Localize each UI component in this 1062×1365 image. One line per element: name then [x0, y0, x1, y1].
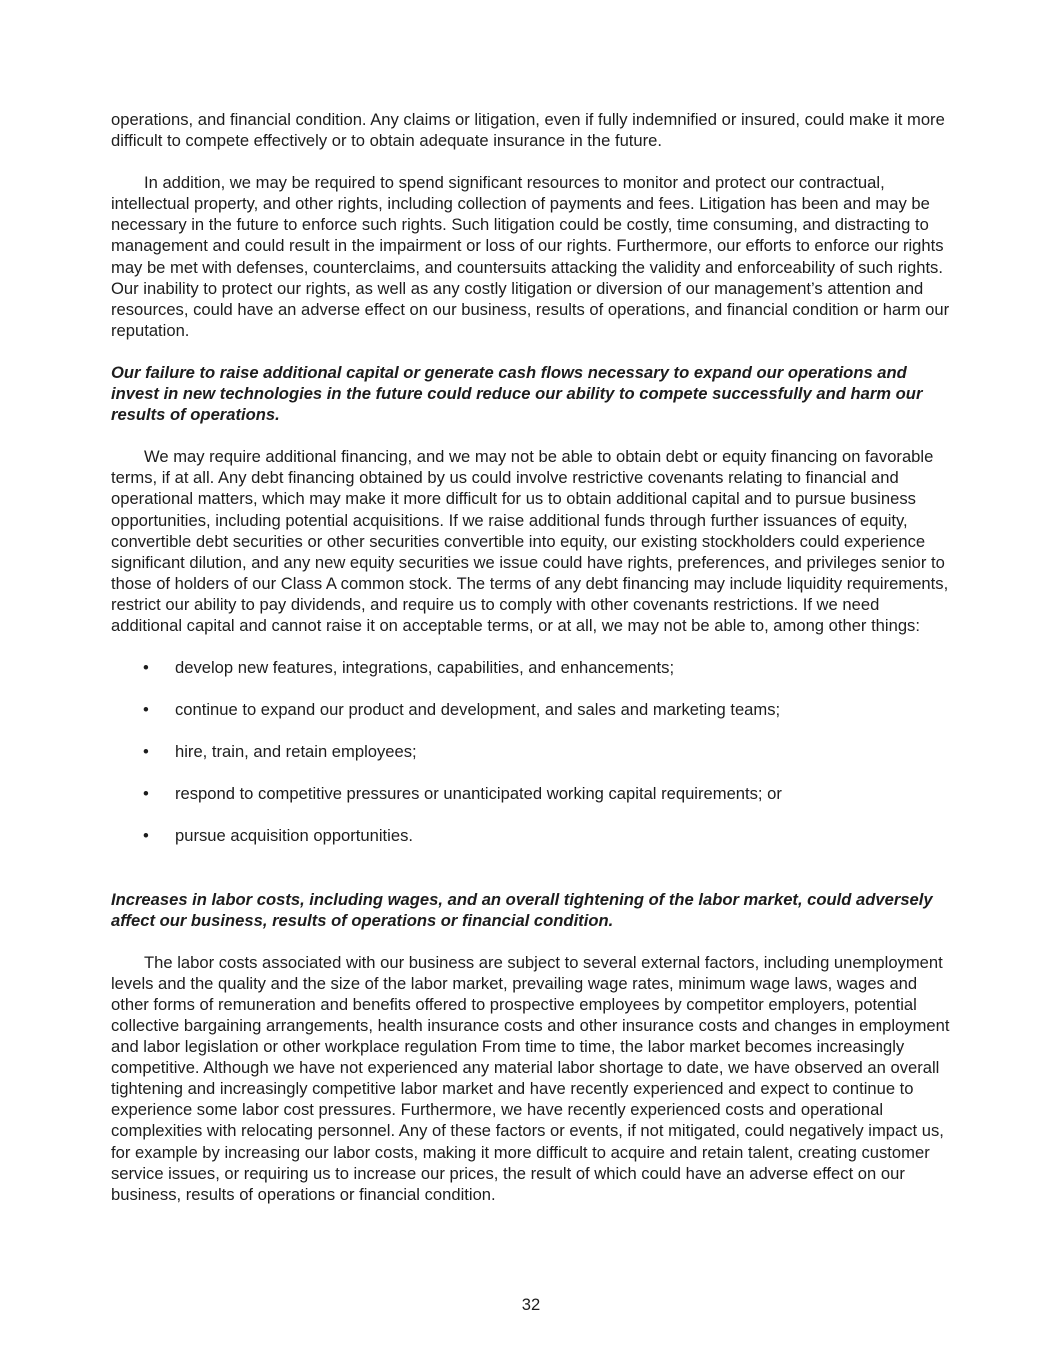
paragraph-rights-protection: In addition, we may be required to spend significant resources to monitor and protect our contractual, intellectual property, and other rights, including collection of payments and fees. Litigation has been and may be necessary in the future to enforce such rights. Such litigation could be costly, time consuming, and distracting to management and could result in the impairment or loss of our rights. Furthermore, our efforts to enforce our rights may be met with defenses, counterclaims, and countersuits attacking the validity and enforceability of such rights. Our inability to protect our rights, as well as any costly litigation or diversion of our management’s attention and resources, could have an adverse effect on our business, results of operations, and financial condition or harm our reputation. [111, 173, 950, 340]
list-item-text: develop new features, integrations, capabilities, and enhancements; [175, 658, 675, 678]
document-page [111, 109, 951, 1226]
bullet-marker: • [143, 742, 149, 762]
list-item [111, 657, 951, 678]
paragraph-continuation: operations, and financial condition. Any claims or litigation, even if fully indemnified or insured, could make it more difficult to compete effectively or to obtain adequate insurance in the future. [111, 110, 945, 151]
list-item-text: respond to competitive pressures or unanticipated working capital requirements; or [175, 784, 782, 804]
list-item [111, 783, 951, 804]
list-item [111, 699, 951, 720]
paragraph-financing: We may require additional financing, and we may not be able to obtain debt or equity financing on favorable terms, if at all. Any debt financing obtained by us could involve restrictive covenants relating to financial and operational matters, which may make it more difficult for us to obtain additional capital and to pursue business opportunities, including potential acquisitions. If we raise additional funds through further issuances of equity, convertible debt securities or other securities convertible into equity, our existing stockholders could experience significant dilution, and any new equity securities we issue could have rights, preferences, and privileges senior to those of holders of our Class A common stock. The terms of any debt financing may include liquidity requirements, restrict our ability to pay dividends, and require us to comply with other covenants restrictions. If we need additional capital and cannot raise it on acceptable terms, or at all, we may not be able to, among other things: [111, 447, 949, 635]
bullet-marker: • [143, 784, 149, 804]
bullet-marker: • [143, 826, 149, 846]
bullet-marker: • [143, 658, 149, 678]
list-item-text: pursue acquisition opportunities. [175, 826, 413, 846]
bullet-list [111, 657, 951, 846]
risk-heading-capital: Our failure to raise additional capital or generate cash flows necessary to expand our operations and invest in new technologies in the future could reduce our ability to compete successfully and harm our results of operations. [111, 362, 923, 425]
bullet-marker: • [143, 700, 149, 720]
paragraph-labor-costs: The labor costs associated with our business are subject to several external factors, including unemployment levels and the quality and the size of the labor market, prevailing wage rates, minimum wage laws, wages and other forms of remuneration and benefits offered to prospective employees by competitor employers, potential collective bargaining arrangements, health insurance costs and other insurance costs and changes in employment and labor legislation or other workplace regulation From time to time, the labor market becomes increasingly competitive. Although we have not experienced any material labor shortage to date, we have observed an overall tightening and increasingly competitive labor market and have recently experienced and expect to continue to experience some labor cost pressures. Furthermore, we have recently experienced costs and operational complexities with relocating personnel. Any of these factors or events, if not mitigated, could negatively impact us, for example by increasing our labor costs, making it more difficult to acquire and retain talent, creating customer service issues, or requiring us to increase our prices, the result of which could have an adverse effect on our business, results of operations or financial condition. [111, 952, 950, 1204]
risk-heading-labor: Increases in labor costs, including wages, and an overall tightening of the labor market, could adversely affect our business, results of operations or financial condition. [111, 889, 933, 930]
page-number: 32 [521, 1295, 541, 1314]
list-item [111, 741, 951, 762]
list-item [111, 825, 951, 846]
list-item-text: continue to expand our product and development, and sales and marketing teams; [175, 700, 781, 720]
list-item-text: hire, train, and retain employees; [175, 742, 417, 762]
